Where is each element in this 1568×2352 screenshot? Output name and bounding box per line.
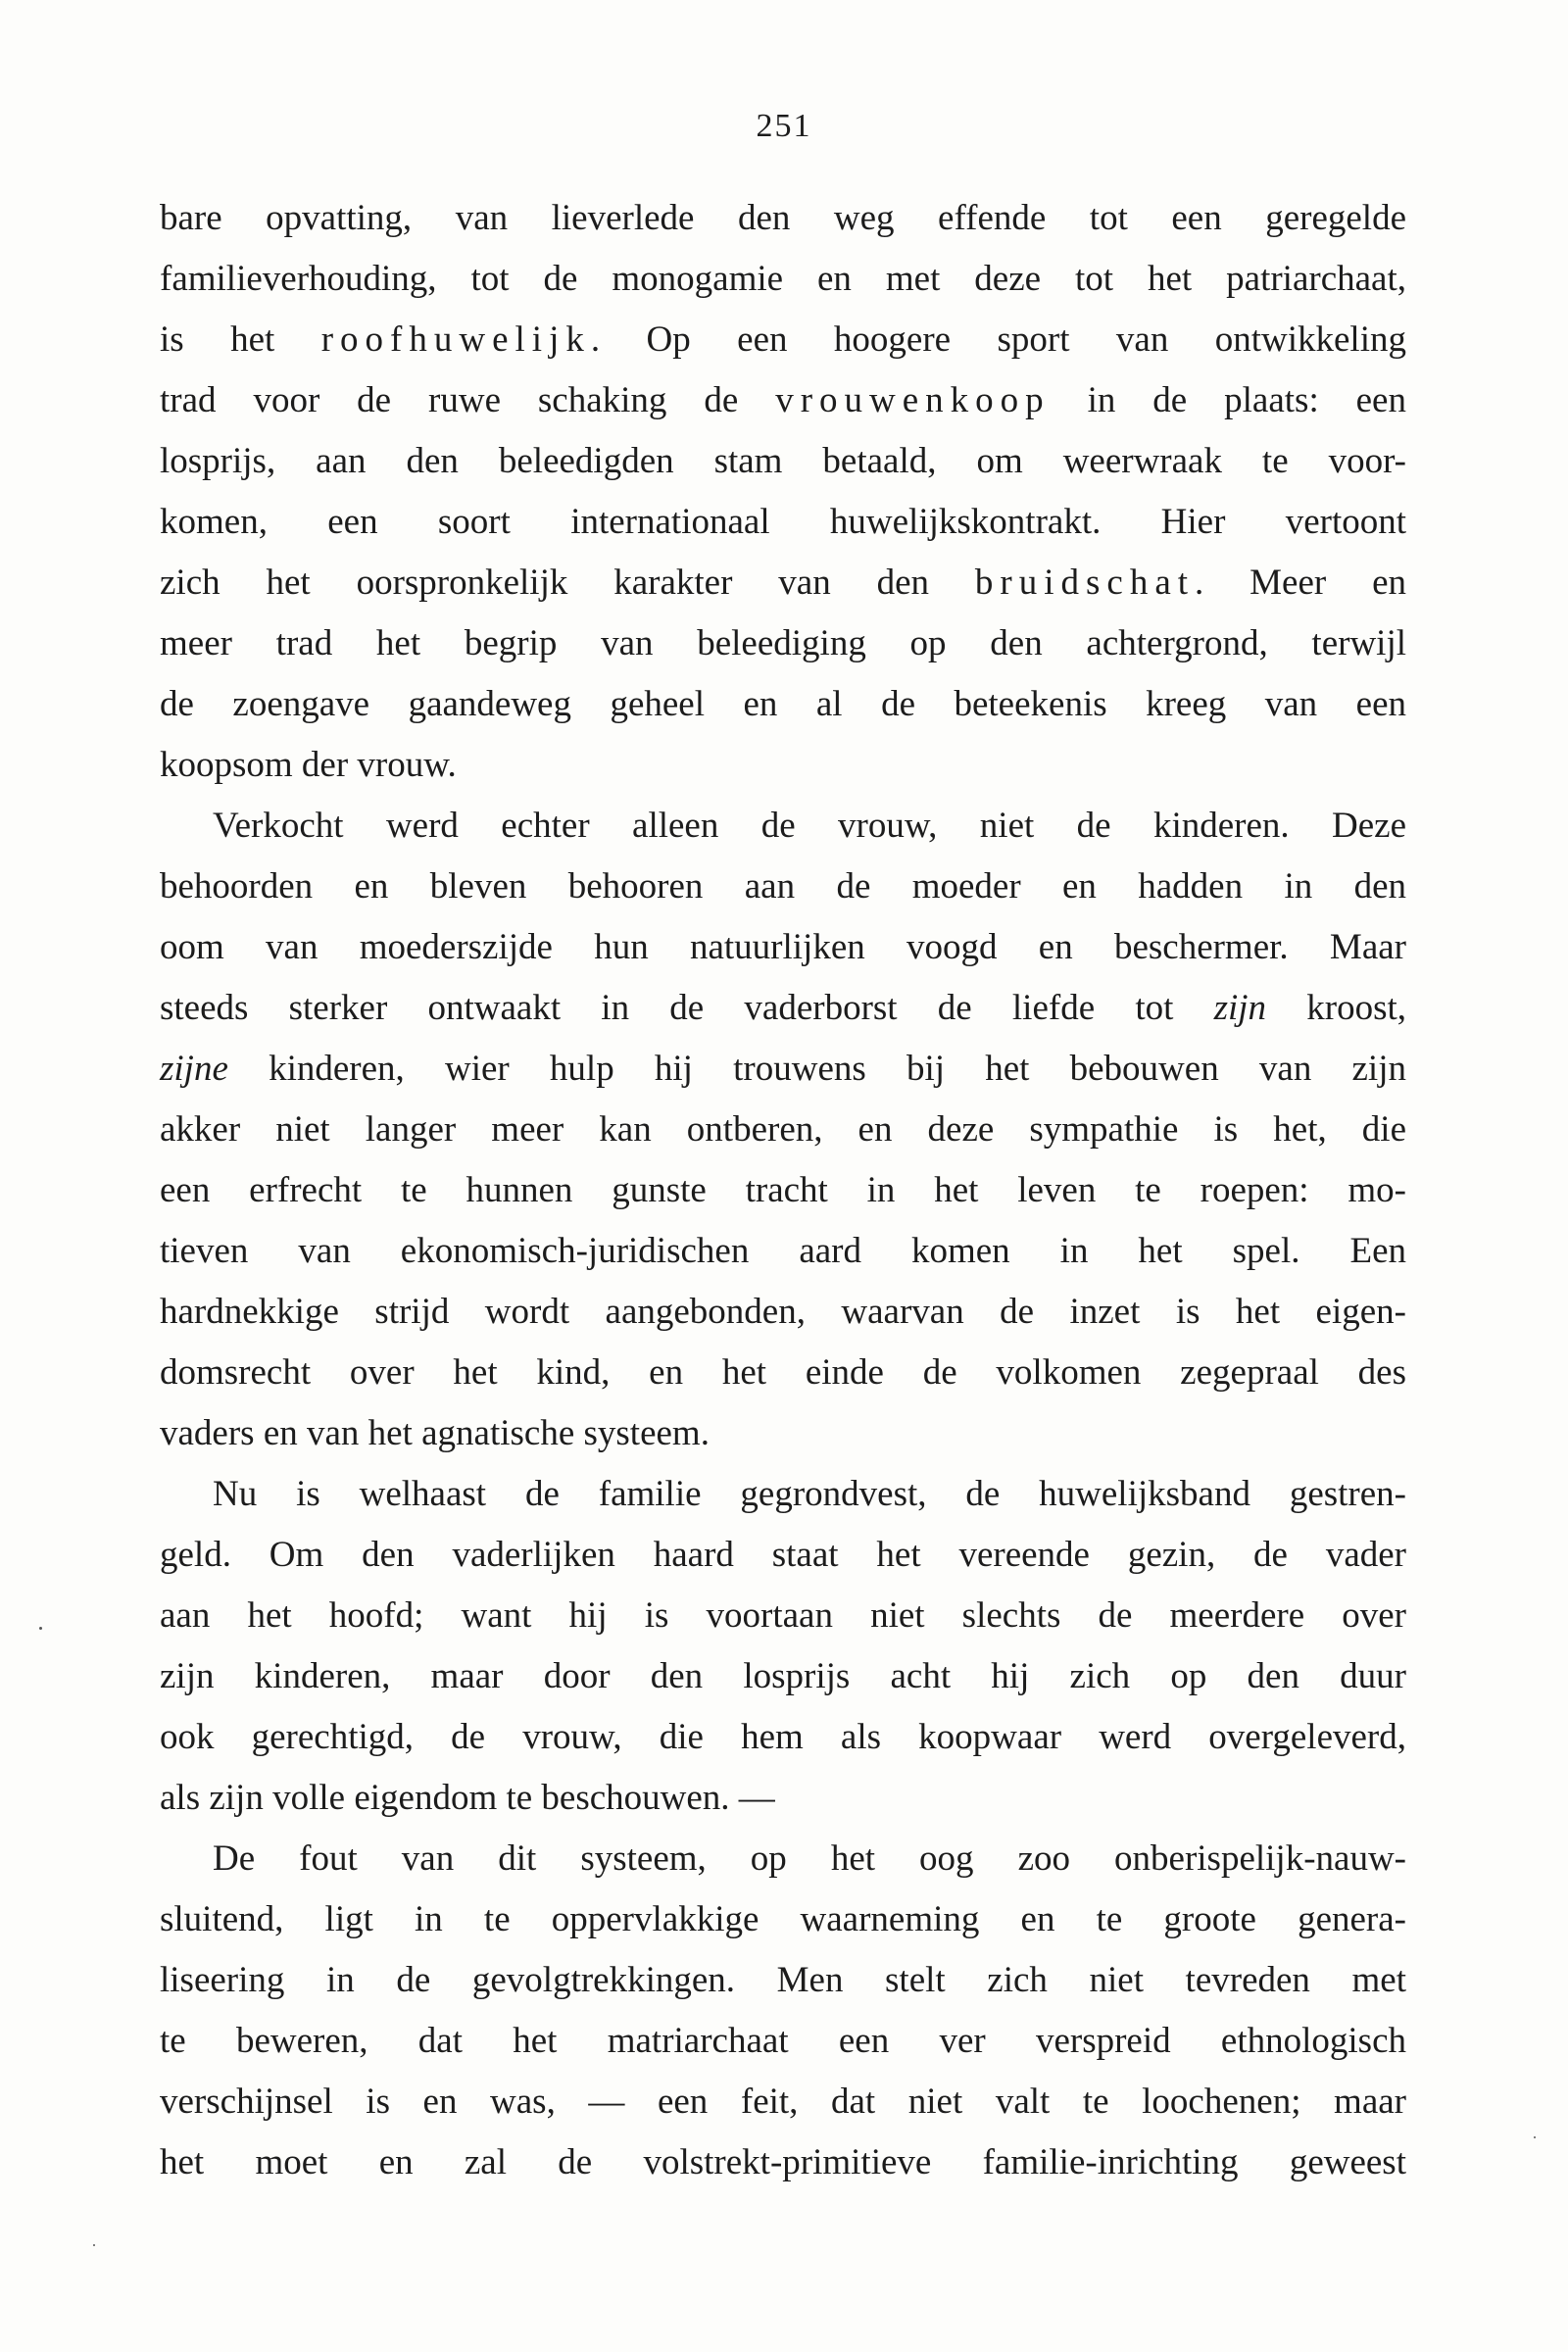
text-fragment: steeds sterker ontwaakt in de vaderborst de liefde tot bbox=[160, 988, 1214, 1028]
text-line: te beweren, dat het matriarchaat een ver verspreid ethnologisch bbox=[160, 2021, 1406, 2061]
text-line: Verkocht werd echter alleen de vrouw, niet de kinderen. Deze bbox=[213, 806, 1406, 846]
text-line: geld. Om den vaderlijken haard staat het vereende gezin, de vader bbox=[160, 1535, 1406, 1575]
spaced-term: bruidschat bbox=[974, 563, 1196, 603]
text-line bbox=[160, 310, 1406, 370]
spaced-term: vrouwenkoop bbox=[775, 380, 1051, 420]
text-line: Nu is welhaast de familie gegrondvest, de huwelijksband gestren- bbox=[213, 1474, 1406, 1514]
spaced-term: roofhuwelijk bbox=[320, 319, 591, 360]
text-line: komen, een soort internationaal huwelijkskontrakt. Hier vertoont bbox=[160, 502, 1406, 542]
text-fragment: kinderen, wier hulp hij trouwens bij het bebouwen van zijn bbox=[227, 1049, 1406, 1089]
text-line: vaders en van het agnatische systeem. bbox=[160, 1413, 710, 1453]
page-number: 251 bbox=[756, 108, 812, 144]
paragraph bbox=[160, 188, 1406, 796]
text-line: zijn kinderen, maar door den losprijs acht hij zich op den duur bbox=[160, 1656, 1406, 1696]
text-line: als zijn volle eigendom te beschouwen. — bbox=[160, 1778, 775, 1818]
text-fragment: trad voor de ruwe schaking de bbox=[160, 380, 776, 420]
text-line: familieverhouding, tot de monogamie en met deze tot het patriarchaat, bbox=[160, 259, 1406, 299]
text-line bbox=[160, 1039, 1406, 1100]
paragraph bbox=[160, 1464, 1406, 1829]
text-line: losprijs, aan den beleedigden stam betaald, om weerwraak te voor- bbox=[160, 441, 1406, 481]
text-line: bare opvatting, van lieverlede den weg effende tot een geregelde bbox=[160, 198, 1406, 238]
italic-word: zijn bbox=[1213, 988, 1267, 1028]
scan-speck bbox=[1534, 2136, 1536, 2138]
text-line: een erfrecht te hunnen gunste tracht in het leven te roepen: mo- bbox=[160, 1170, 1406, 1210]
italic-word: zijne bbox=[160, 1049, 228, 1089]
text-fragment: in de plaats: een bbox=[1050, 380, 1406, 420]
text-line bbox=[160, 978, 1406, 1039]
text-line: liseering in de gevolgtrekkingen. Men stelt zich niet tevreden met bbox=[160, 1960, 1406, 2000]
text-fragment: kroost, bbox=[1266, 988, 1406, 1028]
text-line: aan het hoofd; want hij is voortaan niet slechts de meerdere over bbox=[160, 1595, 1406, 1636]
text-line: hardnekkige strijd wordt aangebonden, waarvan de inzet is het eigen- bbox=[160, 1292, 1406, 1332]
text-line bbox=[160, 370, 1406, 431]
paragraph bbox=[160, 1829, 1406, 2193]
text-line: verschijnsel is en was, — een feit, dat niet valt te loochenen; maar bbox=[160, 2082, 1406, 2122]
text-fragment: is het bbox=[160, 319, 321, 360]
text-line: sluitend, ligt in te oppervlakkige waarneming en te groote genera- bbox=[160, 1899, 1406, 1939]
text-line: oom van moederszijde hun natuurlijken voogd en beschermer. Maar bbox=[160, 927, 1406, 967]
body-text bbox=[160, 188, 1406, 2193]
text-line: domsrecht over het kind, en het einde de volkomen zegepraal des bbox=[160, 1352, 1406, 1393]
text-fragment: . Meer en bbox=[1195, 563, 1406, 603]
text-line: behoorden en bleven behooren aan de moeder en hadden in den bbox=[160, 866, 1406, 906]
text-line bbox=[160, 553, 1406, 613]
text-fragment: . Op een hoogere sport van ontwikkeling bbox=[590, 319, 1406, 360]
text-line: ook gerechtigd, de vrouw, die hem als koopwaar werd overgeleverd, bbox=[160, 1717, 1406, 1757]
text-line: akker niet langer meer kan ontberen, en deze sympathie is het, die bbox=[160, 1109, 1406, 1150]
text-line: koopsom der vrouw. bbox=[160, 745, 457, 785]
text-line: tieven van ekonomisch-juridischen aard komen in het spel. Een bbox=[160, 1231, 1406, 1271]
text-line: de zoengave gaandeweg geheel en al de beteekenis kreeg van een bbox=[160, 684, 1406, 724]
text-fragment: zich het oorspronkelijk karakter van den bbox=[160, 563, 975, 603]
text-line: meer trad het begrip van beleediging op den achtergrond, terwijl bbox=[160, 623, 1406, 663]
scan-speck bbox=[39, 1627, 42, 1630]
paragraph bbox=[160, 796, 1406, 1464]
text-line: het moet en zal de volstrekt-primitieve familie-inrichting geweest bbox=[160, 2142, 1406, 2182]
scan-speck bbox=[93, 2244, 95, 2246]
text-line: De fout van dit systeem, op het oog zoo onberispelijk-nauw- bbox=[213, 1838, 1406, 1879]
